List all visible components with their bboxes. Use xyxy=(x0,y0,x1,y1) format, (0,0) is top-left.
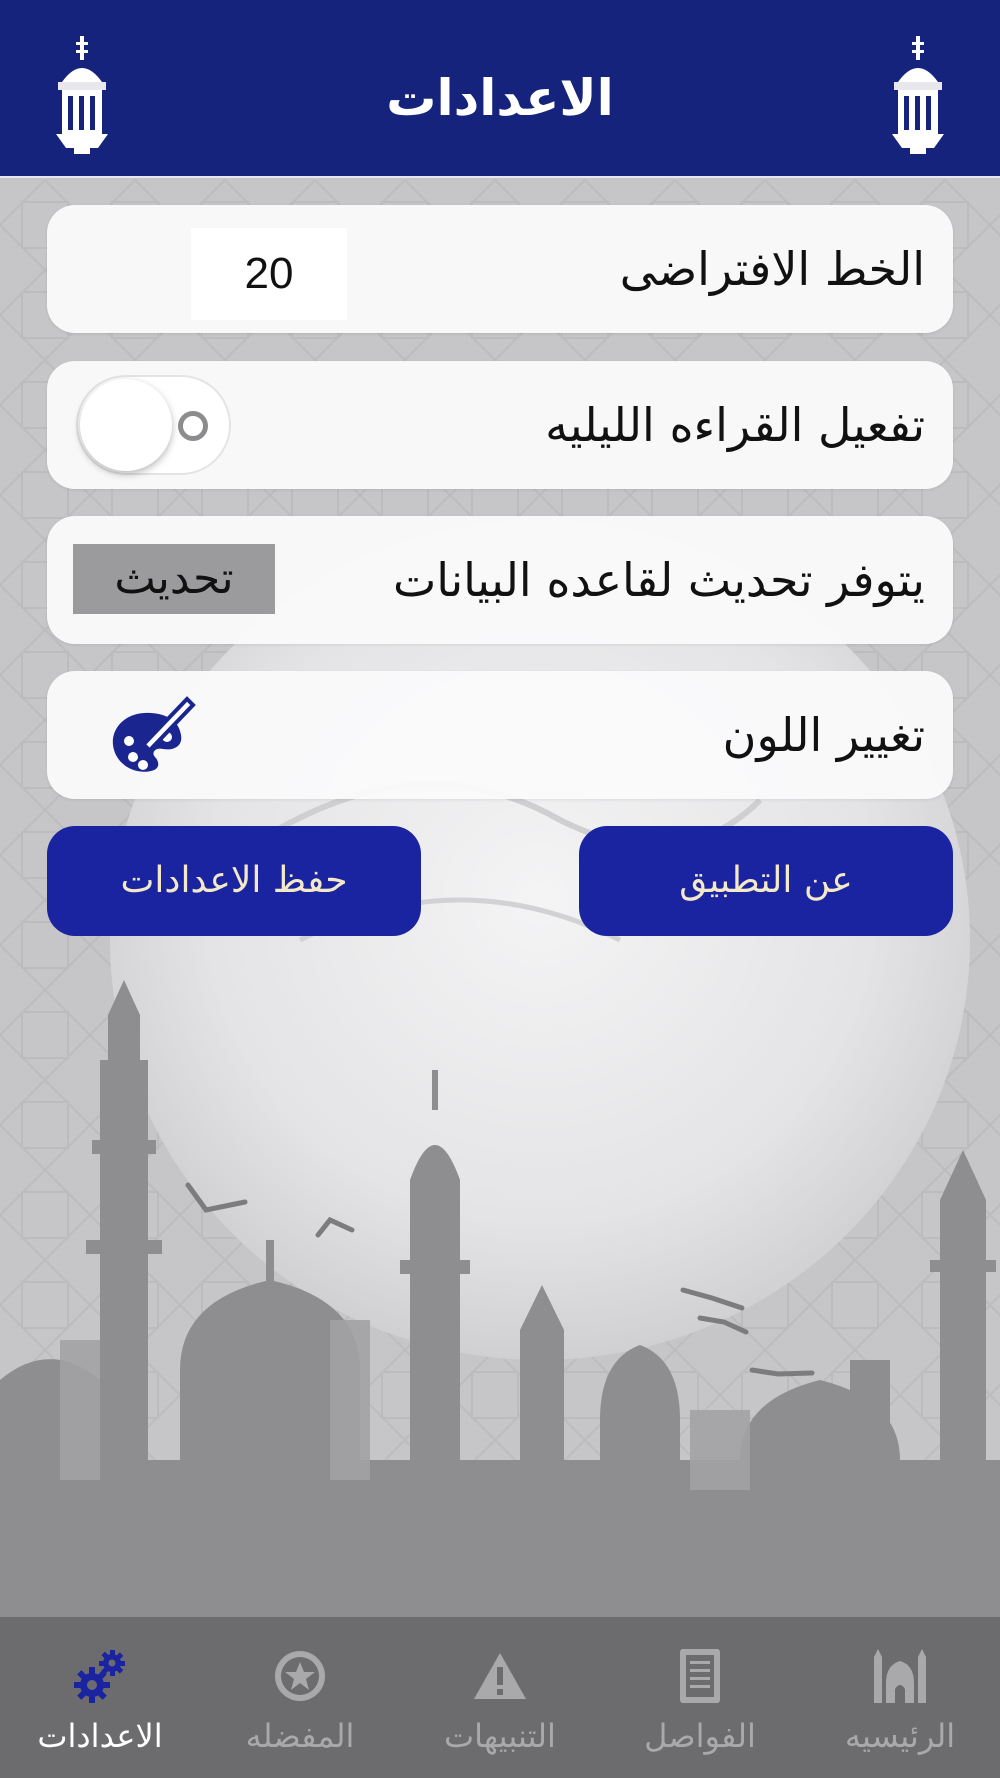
tab-favorites-label: المفضله xyxy=(245,1717,355,1755)
book-icon xyxy=(670,1647,730,1705)
db-update-label: يتوفر تحديث لقاعده البيانات xyxy=(393,553,925,607)
night-mode-label: تفعيل القراءه الليليه xyxy=(545,398,925,452)
header-bar xyxy=(0,0,1000,178)
tab-home-label: الرئيسيه xyxy=(844,1717,956,1755)
page-title: الاعدادات xyxy=(386,69,614,127)
warning-icon xyxy=(470,1647,530,1705)
gears-icon xyxy=(70,1647,130,1705)
tab-settings[interactable] xyxy=(0,1617,200,1778)
toggle-off-indicator-icon xyxy=(178,411,208,441)
tab-bookmarks[interactable] xyxy=(600,1617,800,1778)
tab-settings-label: الاعدادات xyxy=(37,1717,163,1755)
star-badge-icon xyxy=(270,1647,330,1705)
setting-night-mode xyxy=(47,361,953,489)
setting-default-font xyxy=(47,205,953,333)
setting-change-color xyxy=(47,671,953,799)
night-mode-toggle[interactable] xyxy=(76,375,231,475)
tab-alerts-label: التنبيهات xyxy=(444,1717,556,1755)
tab-bookmarks-label: الفواصل xyxy=(644,1717,756,1755)
font-size-input[interactable]: 20 xyxy=(191,228,347,320)
mosque-icon xyxy=(870,1647,930,1705)
toggle-knob xyxy=(80,379,172,471)
about-app-button[interactable]: عن التطبيق xyxy=(579,826,953,936)
tab-home[interactable] xyxy=(800,1617,1000,1778)
palette-icon[interactable] xyxy=(107,689,197,779)
save-settings-button[interactable]: حفظ الاعدادات xyxy=(47,826,421,936)
tab-alerts[interactable] xyxy=(400,1617,600,1778)
default-font-label: الخط الافتراضى xyxy=(619,242,925,296)
tab-favorites[interactable] xyxy=(200,1617,400,1778)
update-button[interactable]: تحديث xyxy=(73,544,275,614)
lantern-icon xyxy=(888,36,948,154)
bottom-tab-bar xyxy=(0,1617,1000,1778)
setting-database-update xyxy=(47,516,953,644)
change-color-label: تغيير اللون xyxy=(722,708,925,762)
